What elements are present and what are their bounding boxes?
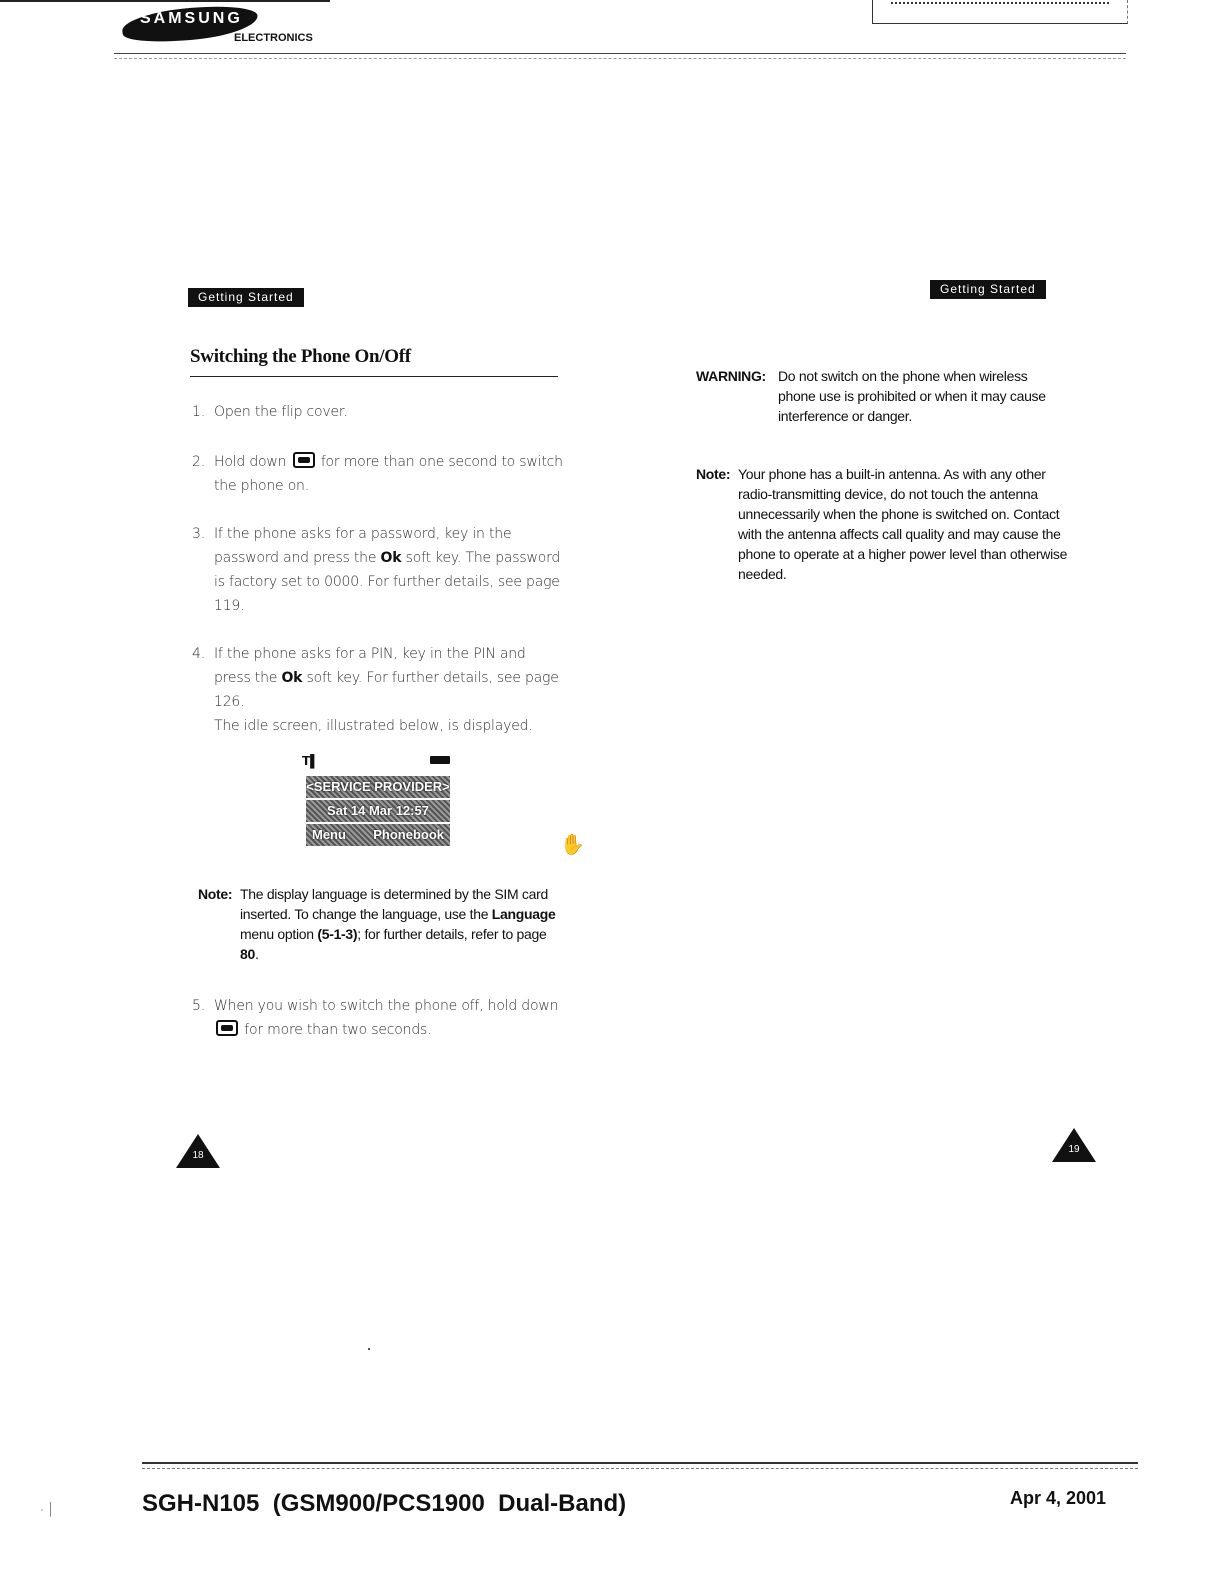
step-number: 5.	[192, 998, 205, 1014]
step-text-after: for more than two seconds.	[244, 1022, 432, 1038]
idle-screen-illustration	[300, 752, 452, 856]
stamp-remnant	[891, 0, 1109, 4]
brand-logo-text: SAMSUNG	[140, 10, 243, 27]
note-language	[198, 884, 558, 964]
warning-text: Do not switch on the phone when wireless phone use is prohibited or when it may cause interference or danger.	[778, 368, 1046, 424]
step-extra: The idle screen, illustrated below, is displayed.	[214, 718, 533, 734]
footer-rule-dashed	[142, 1468, 1138, 1469]
step-text-before: Hold down	[214, 454, 287, 470]
step-4	[192, 642, 564, 738]
section-tag-right: Getting Started	[930, 280, 1046, 299]
note-text: menu option	[240, 926, 314, 942]
signal-strength-icon: 𝗧▌	[302, 754, 319, 768]
step-number: 3.	[192, 526, 205, 542]
note-antenna	[696, 464, 1068, 584]
soft-key-right: Phonebook	[373, 827, 444, 842]
warning-block	[696, 366, 1066, 426]
note-text: The display language is determined by the SIM card inserted. To change the language, use the	[240, 886, 548, 922]
power-end-key-icon	[293, 452, 315, 468]
note-label: Note:	[696, 466, 731, 482]
section-tag-left: Getting Started	[188, 288, 304, 307]
battery-icon	[430, 756, 450, 764]
status-bar	[300, 752, 452, 770]
footer-date: Apr 4, 2001	[1010, 1488, 1107, 1508]
step-number: 4.	[192, 646, 205, 662]
soft-keys-line	[306, 824, 450, 846]
top-scan-strip	[0, 0, 330, 2]
margin-mark: · │	[40, 1502, 55, 1516]
step-text-after: soft key. The password is factory set to 0000. For further details, see page 119.	[214, 550, 561, 614]
step-text-before: When you wish to switch the phone off, hold down	[214, 998, 559, 1014]
note-text: .	[254, 946, 259, 962]
header-rule-dashed	[114, 58, 1126, 59]
soft-key-left: Menu	[312, 827, 346, 842]
brand-subtitle: ELECTRONICS	[234, 32, 313, 44]
note-text: Your phone has a built-in antenna. As with any other radio-transmitting device, do not touch the antenna unnecessarily when the phone is switched on. Contact with the antenna affects call quality and may cause the phone to operate at a higher power level than otherwise needed.	[738, 466, 1068, 582]
step-text-before: If the phone asks for a PIN, key in the PIN and press the	[214, 646, 526, 686]
ok-key-label: Ok	[380, 550, 402, 566]
power-end-key-icon	[216, 1020, 238, 1036]
note-label: Note:	[198, 886, 233, 902]
page-title: Switching the Phone On/Off	[190, 346, 411, 367]
step-text-after: for more than one second to switch the phone on.	[214, 454, 563, 494]
language-menu-name: Language	[491, 906, 556, 922]
ok-key-label: Ok	[281, 670, 303, 686]
page-number-right: 19	[1068, 1144, 1080, 1155]
step-number: 1.	[192, 404, 205, 420]
date-time-line: Sat 14 Mar 12:57	[306, 800, 450, 822]
step-number: 2.	[192, 454, 205, 470]
step-text: Open the flip cover.	[214, 404, 348, 420]
hand-icon: ✋	[560, 834, 585, 856]
step-text-before: If the phone asks for a password, key in the password and press the	[214, 526, 512, 566]
page-reference: 80	[240, 946, 255, 962]
header-rule	[114, 53, 1126, 54]
step-text-after: soft key. For further details, see page 126.	[214, 670, 559, 710]
step-1	[192, 400, 564, 424]
step-5	[192, 994, 564, 1042]
title-underline	[190, 376, 558, 377]
step-3	[192, 522, 564, 618]
note-text: ; for further details, refer to page	[357, 926, 547, 942]
menu-option-code: (5-1-3)	[317, 926, 358, 942]
confidential-stamp-box	[872, 0, 1128, 24]
warning-label: WARNING:	[696, 368, 766, 384]
footer-rule	[142, 1462, 1138, 1464]
page-number-left: 18	[192, 1150, 204, 1161]
step-2	[192, 450, 564, 498]
scan-speck	[368, 1348, 370, 1350]
service-provider-line: <SERVICE PROVIDER>	[306, 776, 450, 798]
footer-model: SGH-N105 (GSM900/PCS1900 Dual-Band)	[142, 1490, 627, 1517]
